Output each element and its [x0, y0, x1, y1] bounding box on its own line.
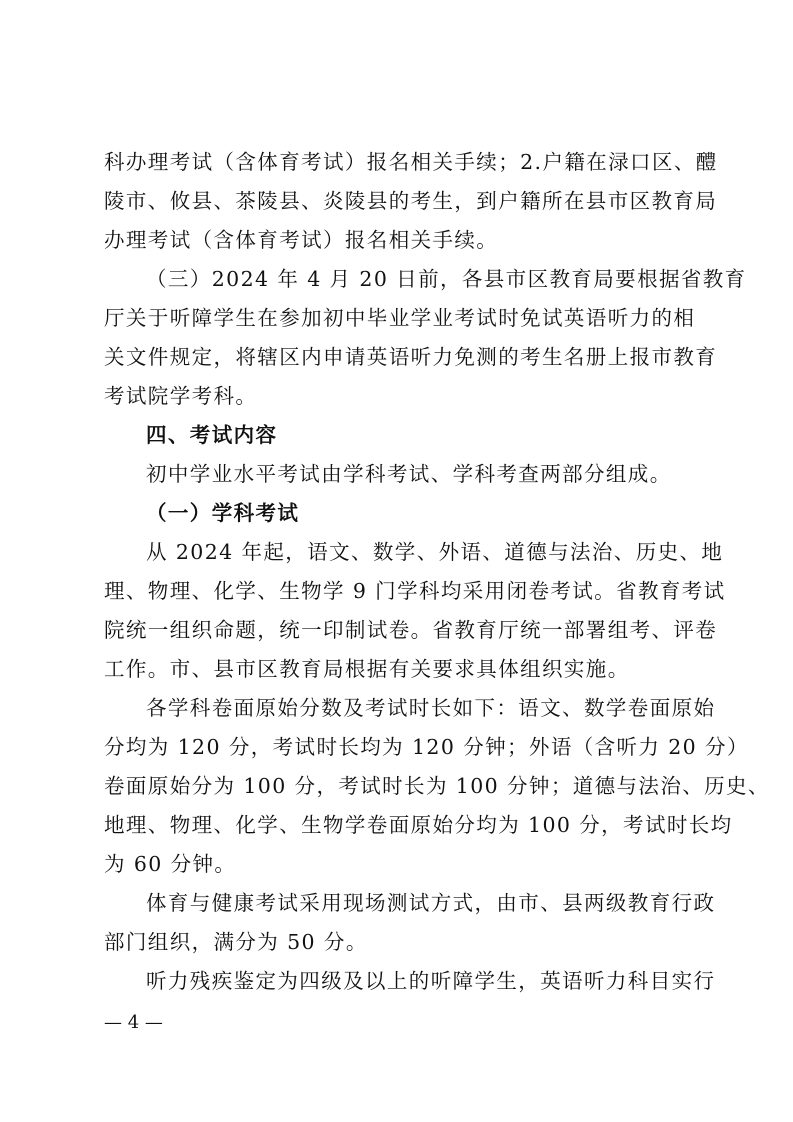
subsection-heading: （一）学科考试 [146, 501, 300, 525]
page-number: — 4 — [104, 1012, 163, 1033]
body-line: 理、物理、化学、生物学 9 门学科均采用闭卷考试。省教育考试 [104, 579, 726, 603]
body-line: 体育与健康考试采用现场测试方式，由市、县两级教育行政 [146, 891, 716, 915]
body-line: 地理、物理、化学、生物学卷面原始分均为 100 分，考试时长均 [104, 813, 733, 837]
body-line: 科办理考试（含体育考试）报名相关手续；2.户籍在渌口区、醴 [104, 150, 718, 174]
body-line: 考试院学考科。 [104, 384, 258, 408]
section-heading: 四、考试内容 [146, 423, 278, 447]
body-line: 陵市、攸县、茶陵县、炎陵县的考生，到户籍所在县市区教育局 [104, 189, 718, 213]
body-line: 院统一组织命题，统一印制试卷。省教育厅统一部署组考、评卷 [104, 618, 718, 642]
body-line: 为 60 分钟。 [104, 852, 237, 876]
body-line: 工作。市、县市区教育局根据有关要求具体组织实施。 [104, 657, 630, 681]
body-line: 初中学业水平考试由学科考试、学科考查两部分组成。 [146, 462, 672, 486]
body-line: 关文件规定，将辖区内申请英语听力免测的考生名册上报市教育 [104, 345, 718, 369]
body-line: 分均为 120 分，考试时长均为 120 分钟；外语（含听力 20 分） [104, 735, 749, 759]
body-line: 厅关于听障学生在参加初中毕业学业考试时免试英语听力的相 [104, 306, 696, 330]
body-line: 办理考试（含体育考试）报名相关手续。 [104, 228, 499, 252]
body-line: 各学科卷面原始分数及考试时长如下：语文、数学卷面原始 [146, 696, 716, 720]
body-line: 听力残疾鉴定为四级及以上的听障学生，英语听力科目实行 [146, 969, 716, 993]
body-line: （三）2024 年 4 月 20 日前，各县市区教育局要根据省教育 [146, 267, 747, 291]
body-line: 从 2024 年起，语文、数学、外语、道德与法治、历史、地 [146, 540, 724, 564]
body-line: 卷面原始分为 100 分，考试时长为 100 分钟；道德与法治、历史、 [104, 774, 770, 798]
body-line: 部门组织，满分为 50 分。 [104, 930, 368, 954]
